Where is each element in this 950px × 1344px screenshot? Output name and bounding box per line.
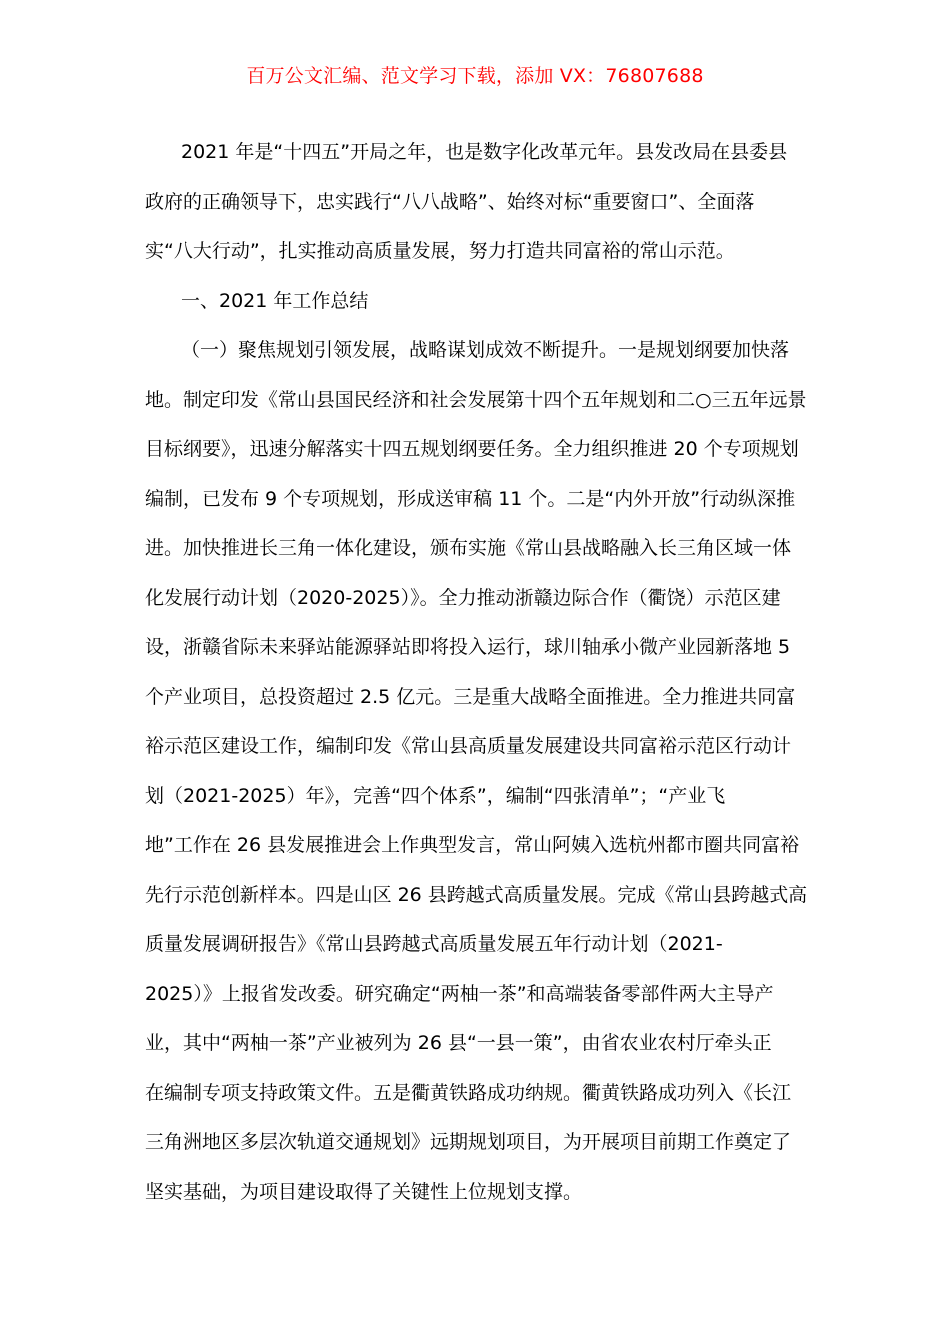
paragraph-line: 业，其中“两柚一茶”产业被列为 26 县“一县一策”，由省农业农村厅牵头正 bbox=[145, 1032, 772, 1054]
paragraph-line: 编制，已发布 9 个专项规划，形成送审稿 11 个。二是“内外开放”行动纵深推 bbox=[145, 487, 796, 510]
paragraph-line: 坚实基础，为项目建设取得了关键性上位规划支撑。 bbox=[145, 1180, 583, 1203]
paragraph-line: 划（2021-2025）年》，完善“四个体系”，编制“四张清单”；“产业飞 bbox=[145, 784, 726, 807]
paragraph-line: 地。制定印发《常山县国民经济和社会发展第十四个五年规划和二○三五年远景 bbox=[145, 388, 807, 411]
paragraph-line: 化发展行动计划（2020-2025）》。全力推动浙赣边际合作（衢饶）示范区建 bbox=[145, 586, 781, 609]
header-watermark-text: 百万公文汇编、范文学习下载，添加 VX：76807688 bbox=[246, 65, 704, 87]
paragraph-line: 质量发展调研报告》《常山县跨越式高质量发展五年行动计划（2021- bbox=[145, 933, 723, 955]
paragraph-line: 政府的正确领导下，忠实践行“八八战略”、始终对标“重要窗口”、全面落 bbox=[145, 190, 755, 213]
document-body bbox=[145, 134, 807, 1223]
paragraph-line: 裕示范区建设工作，编制印发《常山县高质量发展建设共同富裕示范区行动计 bbox=[145, 735, 792, 757]
paragraph-line: 地”工作在 26 县发展推进会上作典型发言，常山阿姨入选杭州都市圈共同富裕 bbox=[145, 834, 800, 856]
paragraph-line: 个产业项目，总投资超过 2.5 亿元。三是重大战略全面推进。全力推进共同富 bbox=[145, 685, 796, 708]
paragraph-line: 设，浙赣省际未来驿站能源驿站即将投入运行，球川轴承小微产业园新落地 5 bbox=[145, 636, 791, 658]
paragraph-line: 在编制专项支持政策文件。五是衢黄铁路成功纳规。衢黄铁路成功列入《长江 bbox=[145, 1081, 792, 1104]
paragraph-line: （一）聚焦规划引领发展，战略谋划成效不断提升。一是规划纲要加快落 bbox=[181, 339, 790, 361]
section-heading: 一、2021 年工作总结 bbox=[181, 289, 369, 312]
paragraph-line: 2021 年是“十四五”开局之年，也是数字化改革元年。县发改局在县委县 bbox=[181, 141, 788, 163]
paragraph-line: 目标纲要》，迅速分解落实十四五规划纲要任务。全力组织推进 20 个专项规划 bbox=[145, 438, 799, 460]
paragraph-line: 进。加快推进长三角一体化建设，颁布实施《常山县战略融入长三角区域一体 bbox=[145, 537, 792, 559]
paragraph-line: 实“八大行动”，扎实推动高质量发展，努力打造共同富裕的常山示范。 bbox=[145, 240, 735, 262]
paragraph-line: 2025）》上报省发改委。研究确定“两柚一茶”和高端装备零部件两大主导产 bbox=[145, 982, 774, 1005]
paragraph-line: 三角洲地区多层次轨道交通规划》远期规划项目，为开展项目前期工作奠定了 bbox=[145, 1131, 792, 1153]
paragraph-line: 先行示范创新样本。四是山区 26 县跨越式高质量发展。完成《常山县跨越式高 bbox=[145, 883, 808, 906]
